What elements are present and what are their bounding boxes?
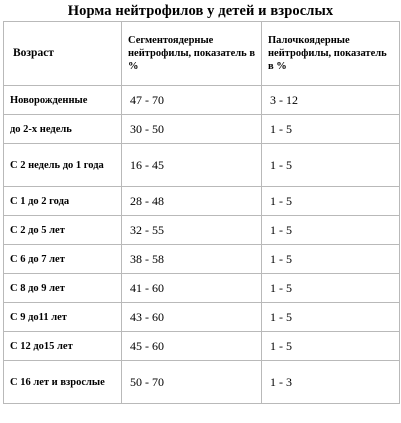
age-cell: С 9 до11 лет [4, 303, 122, 332]
band-cell: 1 - 5 [262, 115, 400, 144]
band-cell: 1 - 5 [262, 187, 400, 216]
table-row [4, 144, 400, 187]
table-row [4, 361, 400, 404]
table-row [4, 274, 400, 303]
table-row [4, 115, 400, 144]
header-segmented: Сегментоядерные нейтрофилы, показатель в % [122, 22, 262, 86]
band-cell: 1 - 5 [262, 245, 400, 274]
age-cell: С 2 недель до 1 года [4, 144, 122, 187]
age-cell: С 8 до 9 лет [4, 274, 122, 303]
table-row [4, 303, 400, 332]
table-row [4, 187, 400, 216]
table-row [4, 86, 400, 115]
page-title: Норма нейтрофилов у детей и взрослых [67, 3, 334, 19]
segmented-cell: 30 - 50 [122, 115, 262, 144]
band-cell: 1 - 5 [262, 216, 400, 245]
age-cell: С 12 до15 лет [4, 332, 122, 361]
segmented-cell: 28 - 48 [122, 187, 262, 216]
segmented-cell: 47 - 70 [122, 86, 262, 115]
segmented-cell: 16 - 45 [122, 144, 262, 187]
header-band: Палочкоядерные нейтрофилы, показатель в % [262, 22, 400, 86]
age-cell: Новорожденные [4, 86, 122, 115]
band-cell: 3 - 12 [262, 86, 400, 115]
band-cell: 1 - 5 [262, 144, 400, 187]
neutrophil-norms-table [3, 21, 400, 404]
age-cell: С 2 до 5 лет [4, 216, 122, 245]
segmented-cell: 32 - 55 [122, 216, 262, 245]
band-cell: 1 - 5 [262, 332, 400, 361]
segmented-cell: 45 - 60 [122, 332, 262, 361]
segmented-cell: 38 - 58 [122, 245, 262, 274]
age-cell: до 2-х недель [4, 115, 122, 144]
table-row [4, 245, 400, 274]
table-header-row [4, 22, 400, 86]
age-cell: С 16 лет и взрослые [4, 361, 122, 404]
age-cell: С 1 до 2 года [4, 187, 122, 216]
segmented-cell: 41 - 60 [122, 274, 262, 303]
band-cell: 1 - 5 [262, 274, 400, 303]
table-row [4, 332, 400, 361]
age-cell: С 6 до 7 лет [4, 245, 122, 274]
segmented-cell: 50 - 70 [122, 361, 262, 404]
band-cell: 1 - 3 [262, 361, 400, 404]
table-row [4, 216, 400, 245]
band-cell: 1 - 5 [262, 303, 400, 332]
header-age: Возраст [4, 22, 122, 86]
segmented-cell: 43 - 60 [122, 303, 262, 332]
